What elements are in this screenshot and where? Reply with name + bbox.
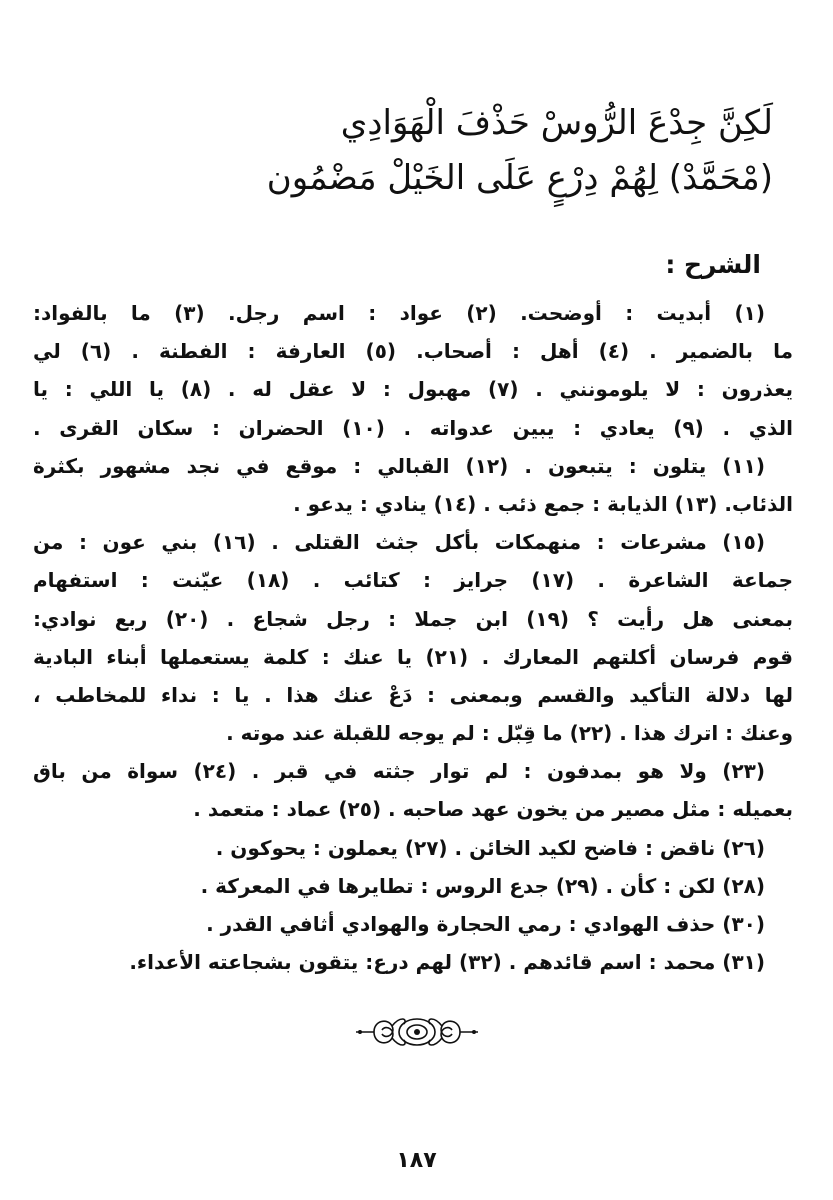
glossary-line: (١) أبديت : أوضحت. (٢) عواد : اسم رجل. (٣) ما بالفواد:: [33, 301, 765, 325]
glossary-line: (٢٨) لكن : كأن . (٢٩) جدع الروس : تطايرها في المعركة .: [200, 873, 765, 898]
glossary-line: يعذرون : لا يلومونني . (٧) مهبول : لا عقل له . (٨) يا اللي : يا: [33, 377, 793, 402]
glossary-line: الذئاب. (١٣) الذيابة : جمع ذئب . (١٤) ينادي : يدعو .: [293, 491, 793, 516]
page-number: ١٨٧: [396, 1148, 437, 1173]
glossary-line: (١٥) مشرعات : منهمكات بأكل جثث القتلى . (١٦) بني عون : من: [33, 530, 765, 555]
glossary-line: جماعة الشاعرة . (١٧) جرايز : كتائب . (١٨) عيّنت : استفهام: [33, 568, 793, 593]
glossary-line: ما بالضمير . (٤) أهل : أصحاب. (٥) العارفة : الفطنة . (٦) لي: [33, 339, 793, 364]
glossary-line: (٢٣) ولا هو بمدفون : لم توار جثته في قبر . (٢٤) سواة من باق: [33, 759, 765, 784]
glossary-line: (١١) يتلون : يتبعون . (١٢) القبالي : موقع في نجد مشهور بكثرة: [33, 453, 765, 478]
glossary-line: بمعنى هل رأيت ؟ (١٩) ابن جملا : رجل شجاع . (٢٠) ربع نوادي:: [33, 606, 793, 631]
commentary-heading: الشرح :: [665, 250, 761, 279]
glossary-line: (٣٠) حذف الهوادي : رمي الحجارة والهوادي أثافي القدر .: [206, 912, 765, 936]
glossary-line: (٣١) محمد : اسم قائدهم . (٣٢) لهم درع: يتقون بشجاعته الأعداء.: [129, 950, 765, 975]
glossary-line: قوم فرسان أكلتهم المعارك . (٢١) يا عنك : كلمة يستعملها أبناء البادية: [33, 644, 793, 669]
glossary-notes: [33, 294, 793, 981]
glossary-line: الذي . (٩) يعادي : يبين عدواته . (١٠) الحضران : سكان القرى .: [33, 415, 793, 440]
glossary-line: (٢٦) ناقض : فاضح لكيد الخائن . (٢٧) يعملون : يحوكون .: [215, 835, 765, 860]
poem-verse-line-2: (مْحَمَّدْ) لِهُمْ دِرْعٍ عَلَى الخَيْلْ مَضْمُون: [266, 158, 773, 198]
glossary-line: وعنك : اترك هذا . (٢٢) ما قِبّل : لم يوجه للقبلة عند موته .: [226, 721, 793, 746]
poem-verse-line-1: لَكِنَّ جِدْعَ الرُّوسْ حَذْفَ الْهَوَادِي: [340, 103, 773, 143]
glossary-line: بعميله : مثل مصير من يخون عهد صاحبه . (٢٥) عماد : متعمد .: [193, 797, 793, 822]
glossary-line: لها دلالة التأكيد والقسم وبمعنى : دَعْ عنك هذا . يا : نداء للمخاطب ،: [33, 682, 793, 707]
decorative-scroll-ornament-icon: [352, 1010, 482, 1054]
